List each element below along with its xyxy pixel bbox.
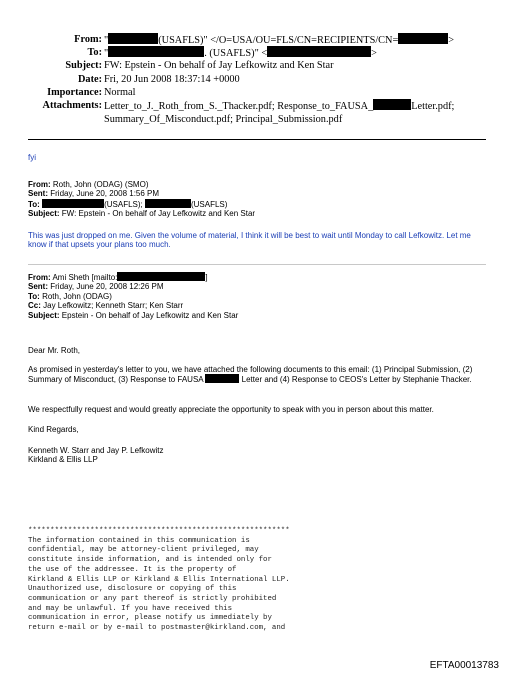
confidentiality-disclaimer: *********************************************************** The information contained in this communication is confidential, may be attorney-client privileged, may constitute inside information, and is intended only for the use of the addressee. It is the property of Kirkland & Ellis LLP or Kirkland & Ellis International LLP. Unauthorized use, disclosure or copying of this communication or any part thereof is strictly prohibited and may be unlawful. If you have received this communication in error, please notify us immediately by return e-mail or by e-mail to postmaster@kirkland.com, and: [28, 527, 290, 633]
fwd2-from-value: Ami Sheth [mailto:: [52, 273, 118, 282]
redaction-block: [108, 33, 158, 44]
message-divider: [28, 264, 486, 265]
fwd1-sent-value: Friday, June 20, 2008 1:56 PM: [50, 189, 160, 199]
header-from-end: >: [448, 35, 455, 46]
fwd2-from-end: ]: [205, 273, 208, 282]
email-header: [0, 33, 512, 125]
fwd2-subject-value: Epstein - On behalf of Jay Lefkowitz and Ken Star: [61, 310, 239, 320]
fwd1-subject-value: FW: Epstein - On behalf of Jay Lefkowitz and Ken Star: [61, 209, 256, 219]
letter-greeting: Dear Mr. Roth,: [28, 346, 81, 355]
fwd1-subject-label: Subject:: [28, 209, 60, 219]
fwd1-sent-label: Sent:: [28, 189, 48, 199]
header-subject-row: [0, 59, 512, 72]
fwd2-from-label: From:: [28, 273, 51, 282]
header-attachments-label: Attachments:: [42, 99, 102, 111]
redaction-block: [42, 199, 104, 208]
redaction-block: [398, 33, 448, 44]
header-from-label: From:: [74, 34, 102, 45]
letter-request: We respectfully request and would greatly appreciate the opportunity to speak with you in person about this matter.: [28, 405, 434, 414]
header-to-value: . (USAFLS)" <: [204, 48, 268, 60]
redaction-block: [117, 272, 208, 282]
fwd2-to-value: Roth, John (ODAG): [42, 291, 112, 301]
header-date-label: Date:: [77, 73, 102, 85]
header-to-row: [0, 46, 512, 59]
fwd2-to-label: To:: [28, 291, 40, 301]
header-attachments-row: [0, 99, 512, 125]
redaction-block: [108, 46, 204, 57]
fwd1-to-value-a: (USAFLS);: [104, 199, 143, 209]
header-subject-label: Subject:: [65, 60, 102, 72]
redaction-block: [267, 46, 371, 57]
fwd2-cc-value: Jay Lefkowitz; Kenneth Starr; Ken Starr: [43, 301, 184, 311]
forwarded-header-2: [28, 272, 488, 320]
fwd1-to-value-b: (USAFLS): [190, 199, 228, 209]
redaction-block: [145, 199, 191, 208]
redaction-block: [373, 99, 411, 110]
header-date-row: [0, 73, 512, 86]
header-from-row: [0, 33, 512, 46]
letter-closing: Kind Regards,: [28, 425, 79, 434]
attachment-list-line1: Letter_to_J._Roth_from_S._Thacker.pdf; Response_to_FAUSA_ Letter.pdf;: [104, 100, 455, 112]
fwd2-sent-value: Friday, June 20, 2008 12:26 PM: [50, 282, 164, 292]
fwd1-from-value: Roth, John (ODAG) (SMO): [52, 180, 149, 189]
header-importance-row: [0, 86, 512, 99]
fwd1-from-label: From:: [28, 180, 51, 189]
fwd1-to-label: To:: [28, 199, 40, 209]
signature-names: Kenneth W. Starr and Jay P. Lefkowitz: [28, 446, 164, 455]
header-importance-value: Normal: [104, 86, 136, 98]
fwd2-subject-label: Subject:: [28, 310, 60, 320]
fyi-text: fyi: [28, 153, 36, 162]
letter-signature: [28, 446, 490, 465]
attachment-list-line2: Summary_Of_Misconduct.pdf; Principal_Submission.pdf: [104, 114, 343, 126]
header-divider: [28, 139, 486, 140]
fwd2-sent-label: Sent:: [28, 282, 48, 292]
header-date-value: Fri, 20 Jun 2008 18:37:14 +0000: [104, 73, 240, 85]
header-from-quote: ": [104, 35, 109, 46]
header-to-label: To:: [87, 47, 102, 59]
header-to-end: >: [371, 48, 377, 60]
header-from-value: (USAFLS)" </O=USA/OU=FLS/CN=RECIPIENTS/CN=: [158, 35, 399, 46]
letter-body: As promised in yesterday's letter to you, we have attached the following documents to this email: (1) Principal Submission, (2) Summary of Misconduct, (3) Response to FAUSA Letter and (4) Response to CEOS's Letter by Stephanie Thacker.: [28, 365, 473, 385]
header-to-quote: ": [104, 48, 109, 60]
forward-note: This was just dropped on me. Given the volume of material, I think it will be best to wait until Monday to call Lefkowitz. Let me know if that upsets your plans too much.: [28, 231, 471, 250]
fwd2-cc-label: Cc:: [28, 301, 41, 311]
forwarded-header-1: [28, 180, 488, 219]
redaction-block: [205, 374, 239, 383]
header-subject-value: FW: Epstein - On behalf of Jay Lefkowitz and Ken Star: [104, 60, 334, 72]
bates-number: EFTA00013783: [429, 660, 499, 671]
header-importance-label: Importance:: [47, 86, 102, 98]
signature-firm: Kirkland & Ellis LLP: [28, 455, 98, 465]
